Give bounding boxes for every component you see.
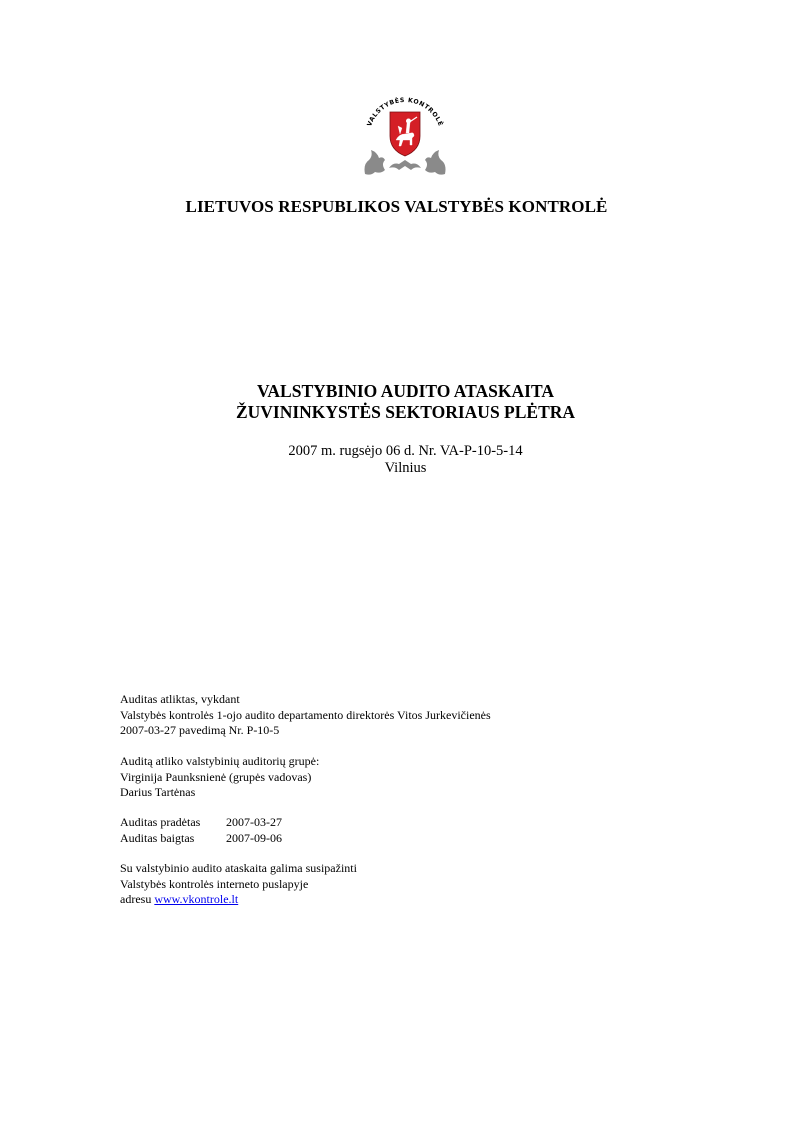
- team-heading: Auditą atliko valstybinių auditorių grupė:: [120, 754, 320, 768]
- audit-started-date: 2007-03-27: [226, 815, 282, 829]
- audit-dates: [120, 815, 282, 846]
- report-title-line-2: ŽUVININKYSTĖS SEKTORIAUS PLĖTRA: [235, 402, 576, 422]
- report-date-block: [0, 443, 793, 477]
- audit-team-info: [120, 754, 319, 801]
- organization-title: LIETUVOS RESPUBLIKOS VALSTYBĖS KONTROLĖ: [185, 197, 608, 216]
- coat-of-arms-logo: [359, 90, 451, 176]
- team-member: Virginija Paunksnienė (grupės vadovas): [120, 769, 312, 784]
- svg-text:VALSTYBĖS KONTROLĖ: VALSTYBĖS KONTROLĖ: [366, 96, 444, 128]
- availability-line: Su valstybinio audito ataskaita galima susipažinti: [120, 861, 357, 875]
- report-title-line-1: VALSTYBINIO AUDITO ATASKAITA: [257, 381, 554, 401]
- report-city: Vilnius: [384, 460, 427, 476]
- availability-info: [120, 861, 357, 908]
- availability-line: Valstybės kontrolės interneto puslapyje: [120, 876, 309, 891]
- audit-started-row: [120, 815, 282, 831]
- commission-line: Valstybės kontrolės 1-ojo audito departamento direktorės Vitos Jurkevičienės: [120, 707, 491, 722]
- commission-info: [120, 692, 491, 739]
- report-date-number: 2007 m. rugsėjo 06 d. Nr. VA-P-10-5-14: [288, 443, 523, 459]
- audit-started-label: Auditas pradėtas: [120, 815, 201, 829]
- address-prefix: adresu: [120, 892, 155, 906]
- coat-of-arms-vytis-icon: [359, 90, 451, 176]
- website-link[interactable]: www.vkontrole.lt: [154, 892, 239, 906]
- audit-finished-label: Auditas baigtas: [120, 830, 195, 845]
- audit-finished-date: 2007-09-06: [226, 830, 282, 845]
- commission-line: Auditas atliktas, vykdant: [120, 692, 240, 706]
- address-line: [120, 892, 357, 908]
- report-title: [0, 381, 793, 423]
- team-member: Darius Tartėnas: [120, 785, 196, 799]
- commission-line: 2007-03-27 pavedimą Nr. P-10-5: [120, 723, 280, 737]
- audit-finished-row: [120, 831, 282, 847]
